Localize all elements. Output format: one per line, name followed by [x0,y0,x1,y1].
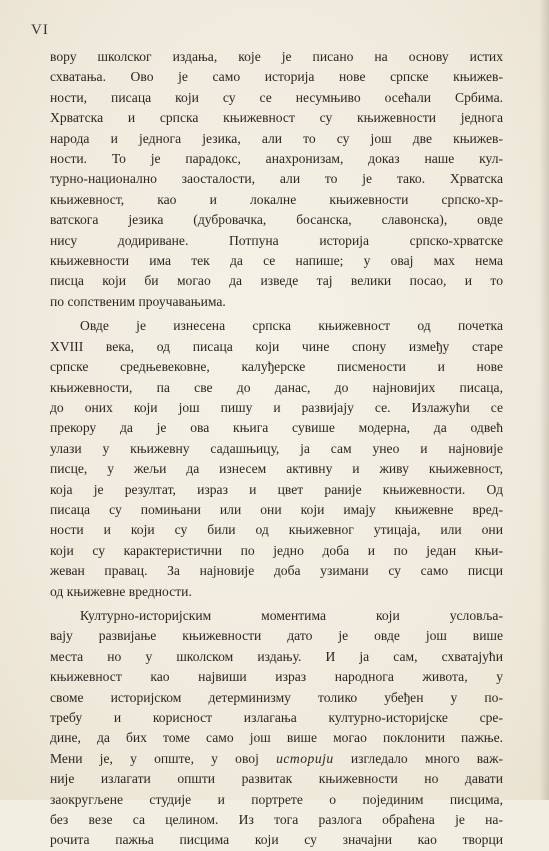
text-line: требу и корисност излагања културно-историјске сре- [50,710,503,725]
text-line: по сопственим проучавањима. [50,293,226,309]
text-line: XVIII века, од писаца који чине спону између старе [50,338,503,354]
text-line: која је резултат, израз и цвет раније књижевности. Од [50,481,503,497]
text-line: схватања. Ово је само историја нове српске књижев- [50,69,503,85]
text-line: писаца су помињани или они који имају књижевне вред- [50,501,503,517]
text-line: од књижевне вредности. [50,583,192,599]
text-line: Хрватска и српска књижевност су књижевности једнога [50,110,503,126]
text-line: дине, да бих томе само још више могао поклонити пажње. [50,730,503,746]
paragraph [50,47,503,312]
emphasized-word: историји [276,750,334,766]
text-line: ности. То је парадокс, анахронизам, доказ наше кул- [50,151,503,167]
paragraph [50,606,503,851]
text-line: писца који би могао да изведе тај велики посао, и то [50,273,503,289]
text-line: вају развијање књижевности дато је овде још више [50,628,503,644]
text-line: места но у школском издању. И ја сам, схватајући [50,648,503,664]
text-line: ватскога језика (дубровачка, босанска, славонска), овде [50,212,503,228]
text-line: Културно-историјским моментима који условља- [80,607,503,623]
text-line: Овде је изнесена српска књижевност од почетка [80,318,503,334]
text-line: који су карактеристични по једно доба и по један књи- [50,542,503,558]
text-line: рочита пажња писцима који су значајни као творци [50,832,503,848]
body-text [50,47,503,851]
text-line: књижевност, као и локалне књижевности српско-хр- [50,191,503,207]
page-number: VI [31,22,49,38]
text-line: народа и једнога језика, али то су још две књижев- [50,130,503,146]
text-line: прекору да је ова књига сувише модерна, да одвећ [50,420,503,436]
text-line: до оних који још пишу и развијају се. Излажући се [50,399,503,415]
text-line: књижевности има тек да се напише; у овај мах нема [50,253,503,269]
text-line: своме историјском детерминизму толико убеђен у по- [50,689,503,705]
paragraph [50,316,503,602]
text-line: жеван правац. За најновије доба узимани су само писци [50,563,503,579]
text-line: ности и који су били од књижевног утицаја, или они [50,522,503,538]
text-line: ности, писаца који су се несумњиво осећали Србима. [50,89,503,105]
text-line: Мени је, у опште, у овој историји изгледало много важ- [50,750,504,766]
text-line: нису додириване. Потпуна историја српско-хрватске [50,232,503,248]
page-edge-shadow [539,0,549,800]
text-line: српске средњевековне, калуђерске писмености и нове [50,359,503,375]
text-line: вору школског издања, које је писано на основу истих [50,49,503,64]
text-line: заокругљене студије и портрете о појединим писцима, [50,791,503,807]
text-line: писце, у жељи да изнесем активну и живу књижевност, [50,461,503,477]
text-line: без везе са целином. Из тога разлога обраћена је на- [50,812,503,828]
text-line: није излагати општи развитак књижевности но давати [50,771,503,787]
text-line: улази у књижевну садашњицу, ја сам унео и најновије [50,440,503,456]
text-line: турно-национално заосталости, али то је тако. Хрватска [50,171,503,187]
text-line: књижевност као највиши израз народнога живота, у [50,669,503,685]
text-line: књижевности, па све до данас, до најновијих писаца, [50,379,503,395]
